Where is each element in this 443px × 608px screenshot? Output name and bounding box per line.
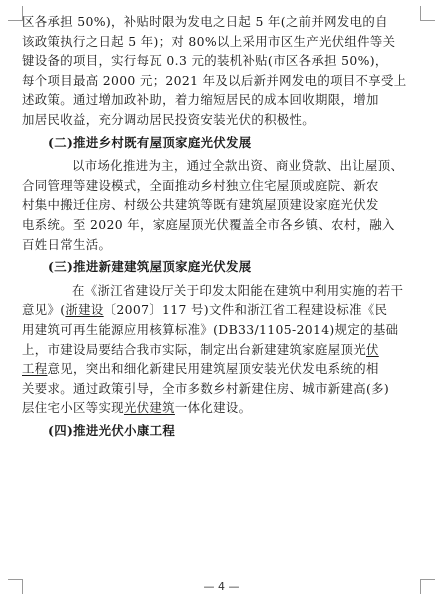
text-line: 该政策执行之日起 5 年)；对 80%以上采用市区生产光伏组件等关 [22, 33, 396, 49]
text-line: 在《浙江省建设厅关于印发太阳能在建筑中利用实施的若干 [72, 282, 404, 298]
section-heading-2: (二)推进乡村既有屋顶家庭光伏发展 [48, 134, 252, 150]
text-line: 以市场化推进为主，通过全款出资、商业贷款、出让屋顶、 [72, 158, 404, 174]
paragraph-subsidy [22, 12, 422, 130]
document-body [22, 12, 422, 444]
text-line: 电系统。至 2020 年，家庭屋顶光伏覆盖全市各乡镇、农村，融入 [22, 216, 395, 232]
paragraph-new-buildings [22, 281, 422, 418]
text-line: 每个项目最高 2000 元；2021 年及以后新并网发电的项目不享受上 [22, 72, 407, 88]
text-line: 村集中搬迁住房、村级公共建筑等既有建筑屋顶建设家庭光伏发 [22, 197, 379, 213]
text-line: 加居民收益，充分调动居民投资安装光伏的积极性。 [22, 111, 316, 127]
text-span: 一体化建设。 [174, 400, 252, 416]
text-line [22, 359, 422, 379]
text-line [22, 398, 422, 418]
paragraph-rural-rooftop [22, 156, 422, 254]
text-line: 百姓日常生活。 [22, 236, 112, 252]
text-span: 〔2007〕117 号)文件和浙江省工程建设标准《民 [103, 302, 388, 318]
text-line: 述政策。通过增加政补助，着力缩短居民的成本回收期限，增加 [22, 92, 379, 108]
text-span: 意见》( [22, 302, 66, 318]
text-line: 合同管理等建设模式，全面推动乡村独立住宅屋顶或庭院、新农 [22, 177, 379, 193]
text-line [22, 300, 422, 320]
text-line: 用建筑可再生能源应用核算标准》(DB33/1105-2014)规定的基础 [22, 321, 399, 337]
text-span: 意见，突出和细化新建民用建筑屋顶安装光伏发电系统的相 [47, 361, 379, 377]
section-heading-3: (三)推进新建建筑屋顶家庭光伏发展 [48, 259, 252, 275]
text-line [22, 340, 422, 360]
section-heading-4: (四)推进光伏小康工程 [48, 422, 176, 438]
text-line: 关要求。通过政策引导，全市多数乡村新建住房、城市新建高(多) [22, 380, 390, 396]
underlined-text: 工程 [22, 361, 48, 377]
text-line: 键设备的项目，实行每瓦 0.3 元的装机补贴(市区各承担 50%)， [22, 53, 388, 69]
text-line: 区各承担 50%)，补贴时限为发电之日起 5 年(之前并网发电的自 [22, 14, 388, 29]
underlined-text: 伏 [366, 341, 379, 357]
underlined-text: 光伏建筑 [123, 400, 175, 416]
crop-mark-top-left [8, 6, 23, 21]
text-span: 层住宅小区等实现 [22, 400, 124, 416]
text-span: 上，市建设局要结合我市实际，制定出台新建建筑家庭屋顶光 [22, 341, 366, 357]
page-number: — 4 — [203, 580, 240, 593]
crop-mark-top-right [420, 6, 435, 21]
underlined-text: 浙建设 [65, 302, 104, 318]
